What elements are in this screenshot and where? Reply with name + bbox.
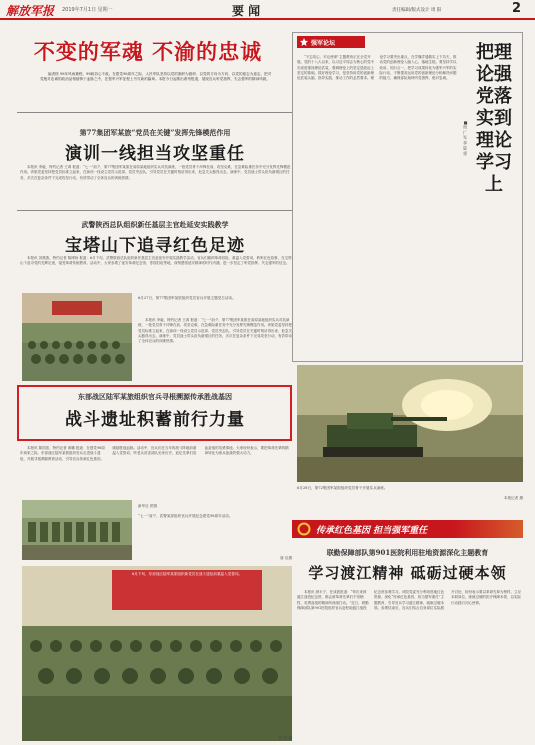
- story-2-body: [20, 165, 292, 207]
- editor-credits: 责任编辑/版式设计 周 阳: [392, 8, 442, 13]
- photo-tank-firing: [297, 365, 523, 482]
- caption-2: “七一”前夕，武警某部组织官兵开展纪念建党98周年活动。: [138, 514, 233, 518]
- photographer-3: 本报记者 摄: [503, 496, 523, 500]
- story-2-kicker: 第77集团军某旅“党员在关键”发挥先锋模范作用: [79, 128, 231, 137]
- story-3-text: 本报讯 刘燕燕、特约记者 陈博扬 报道：6月下旬，武警陕西总队组织新任基层主官赴延安开展实践教学活动，官兵们瞻仰革命旧址、重温入党誓词、聆听红色故事，在宝塔山下追寻党的光辉足迹，接受革命传统教育。活动中，大家参观了延安革命纪念馆、枣园旧址等地，深刻感悟延安精神的时代内涵，进一步坚定了听党指挥、矢志强军的信念。: [20, 256, 292, 266]
- main-headline: 不变的军魂 不渝的忠诚: [33, 39, 263, 64]
- banner-text: 传承红色基因 担当强军重任: [316, 526, 428, 536]
- commentary-author: ■周 广 军 李 进 勇: [463, 120, 468, 156]
- story-5-text: 本报讯 颜永宁、任成波报道：“每次来到渡江战役纪念馆，都会被革命先辈们不怕牺牲、英勇奋战的精神所深深打动。”近日，联勤保障部队第901医院组织官兵赴驻地渡江战役纪念馆参观学习。该院党委充分利用驻地红色资源，深化“传承红色基因、担当强军重任”主题教育，引导官兵学习渡江精神、砥砺过硬本领。参观结束后，官兵们结合自身岗位实际展开讨论，纷纷表示要以革命先辈为榜样，立足本职岗位，练就过硬的医疗保障本领，以实际行动践行初心使命。: [297, 590, 521, 610]
- commentary-text: “不忘初心、牢记使命”主题教育正在全党开展。党的十八大以来，以习近平同志为核心的党中央高度重视理论武装，强调理论上的坚定是政治上坚定的基础。抓好理论学习，是坚持用党的创新理论武装头脑、指导实践、推动工作的必然要求。理论学习要突出重点，在学懂弄通做实上下功夫，推动党的创新理论入脑入心、落地生根。要坚持学以致用、知行合一，把学习成果转化为强军兴军的实际行动，不断提高运用党的创新理论分析解决问题的能力，确保部队始终听党指挥、绝对忠诚。: [297, 55, 457, 81]
- issue-date: 2019年7月1日 星期一: [62, 7, 113, 13]
- story-4-body: [20, 446, 292, 496]
- story-3-headline: 宝塔山下追寻红色足迹: [65, 236, 245, 256]
- photographer-1: 新华社 供图: [138, 504, 158, 508]
- photo-ceremony: [22, 293, 132, 381]
- story-filler-text: [138, 318, 292, 380]
- divider: [17, 210, 292, 211]
- story-filler: 本报讯 李毅、特约记者 王鸿 报道：“七一”前夕，第77集团军某旅在高原某地组织实兵对抗演练，一批党员骨干冲锋在前、攻坚克难，在急难险重任务中充分发挥先锋模范作用。该旅党委坚持把党员标准立起来，在演训一线设立党员示范岗、党员突击队，引导党员在关键时刻站得出来、危急关头豁得出去。演练中，党员战士带头担负最艰巨的任务，多次在复杂条件下完成攻坚行动，有效带动了全体官兵的训练热情。: [138, 318, 292, 344]
- story-2-headline: 演训一线担当攻坚重任: [65, 144, 245, 164]
- story-5-kicker: 联勤保障部队第901医院利用驻地资源深化主题教育: [326, 548, 489, 557]
- story-5-body: [297, 590, 523, 740]
- story-5-headline: 学习渡江精神 砥砺过硬本领: [308, 564, 507, 582]
- divider: [17, 112, 292, 113]
- main-lead: 编者按 98年风雨兼程，98载初心不改。在建党98周年之际，人民军队坚持以党的旗帜为旗帜、以党的方向为方向、以党的意志为意志，把对党绝对忠诚的政治品格熔铸于血脉之中，在强军兴军征程上书写新的篇章。本报今日起推出系列报道，展现官兵听党指挥、矢志强军的精神风貌。: [40, 72, 272, 82]
- story-4-kicker: 东部战区陆军某旅组织官兵寻根溯源传承胜战基因: [78, 392, 232, 401]
- story-4-headline: 战斗遗址积蓄前行力量: [65, 410, 245, 430]
- section-title: 要 闻: [232, 4, 261, 18]
- caption-3: 6月28日，第72集团军某旅组织党员骨干开展实兵演练。: [297, 486, 388, 490]
- commentary-body: [297, 55, 457, 355]
- commentary-title: 把理论强党落实到理论学习上: [476, 42, 512, 195]
- newspaper-logo: 解放军报: [6, 4, 55, 18]
- party-emblem-icon: [297, 522, 311, 536]
- caption-1: 6月27日，第77集团军某旅组织党员官兵开展主题党日活动。: [138, 296, 236, 300]
- page-number: 2: [512, 1, 522, 16]
- page-header: [0, 0, 535, 20]
- story-3-kicker: 武警陕西总队组织新任基层主官赴延安实践教学: [81, 220, 229, 229]
- theme-banner: [292, 520, 523, 538]
- story-2-text: 本报讯 李毅、特约记者 王鸿 报道：“七一”前夕，第77集团军某旅在高原某地组织实兵对抗演练，一批党员骨干冲锋在前、攻坚克难，在急难险重任务中充分发挥先锋模范作用。该旅党委坚持把党员标准立起来，在演训一线设立党员示范岗、党员突击队，引导党员在关键时刻站得出来、危急关头豁得出去。演练中，党员战士带头担负最艰巨的任务，多次在复杂条件下完成攻坚行动，有效带动了全体官兵的训练热情。: [20, 165, 291, 180]
- commentary-tag-label: 强军论坛: [311, 40, 336, 47]
- star-icon: [300, 38, 308, 46]
- story-3-body: [20, 256, 292, 288]
- photo-troops: [22, 500, 132, 560]
- photographer-4: 徐 然 摄: [278, 736, 292, 740]
- story-4-text: 本报讯 陈国喜、特约记者 黄鹏 报道：在建党98周年到来之际，东部战区陆军某旅组织官兵走进战斗遗址，开展寻根溯源教育活动，引导官兵传承红色基因、赓续胜战血脉。活动中，官兵们在当年的战斗阵地前重温入党誓词，听老兵讲述部队光荣历史，追忆先辈们浴血奋战的英勇事迹。大家纷纷表示，要把革命先辈的精神转化为练兵备战的强大动力。: [20, 446, 289, 461]
- photo-group-oath: [22, 566, 292, 741]
- caption-4: 6月下旬，东部战区陆军某旅组织新党员在战斗遗址前重温入党誓词。: [132, 572, 243, 576]
- commentary-tag: [297, 36, 365, 48]
- photographer-2: 唐 启摄: [280, 556, 292, 560]
